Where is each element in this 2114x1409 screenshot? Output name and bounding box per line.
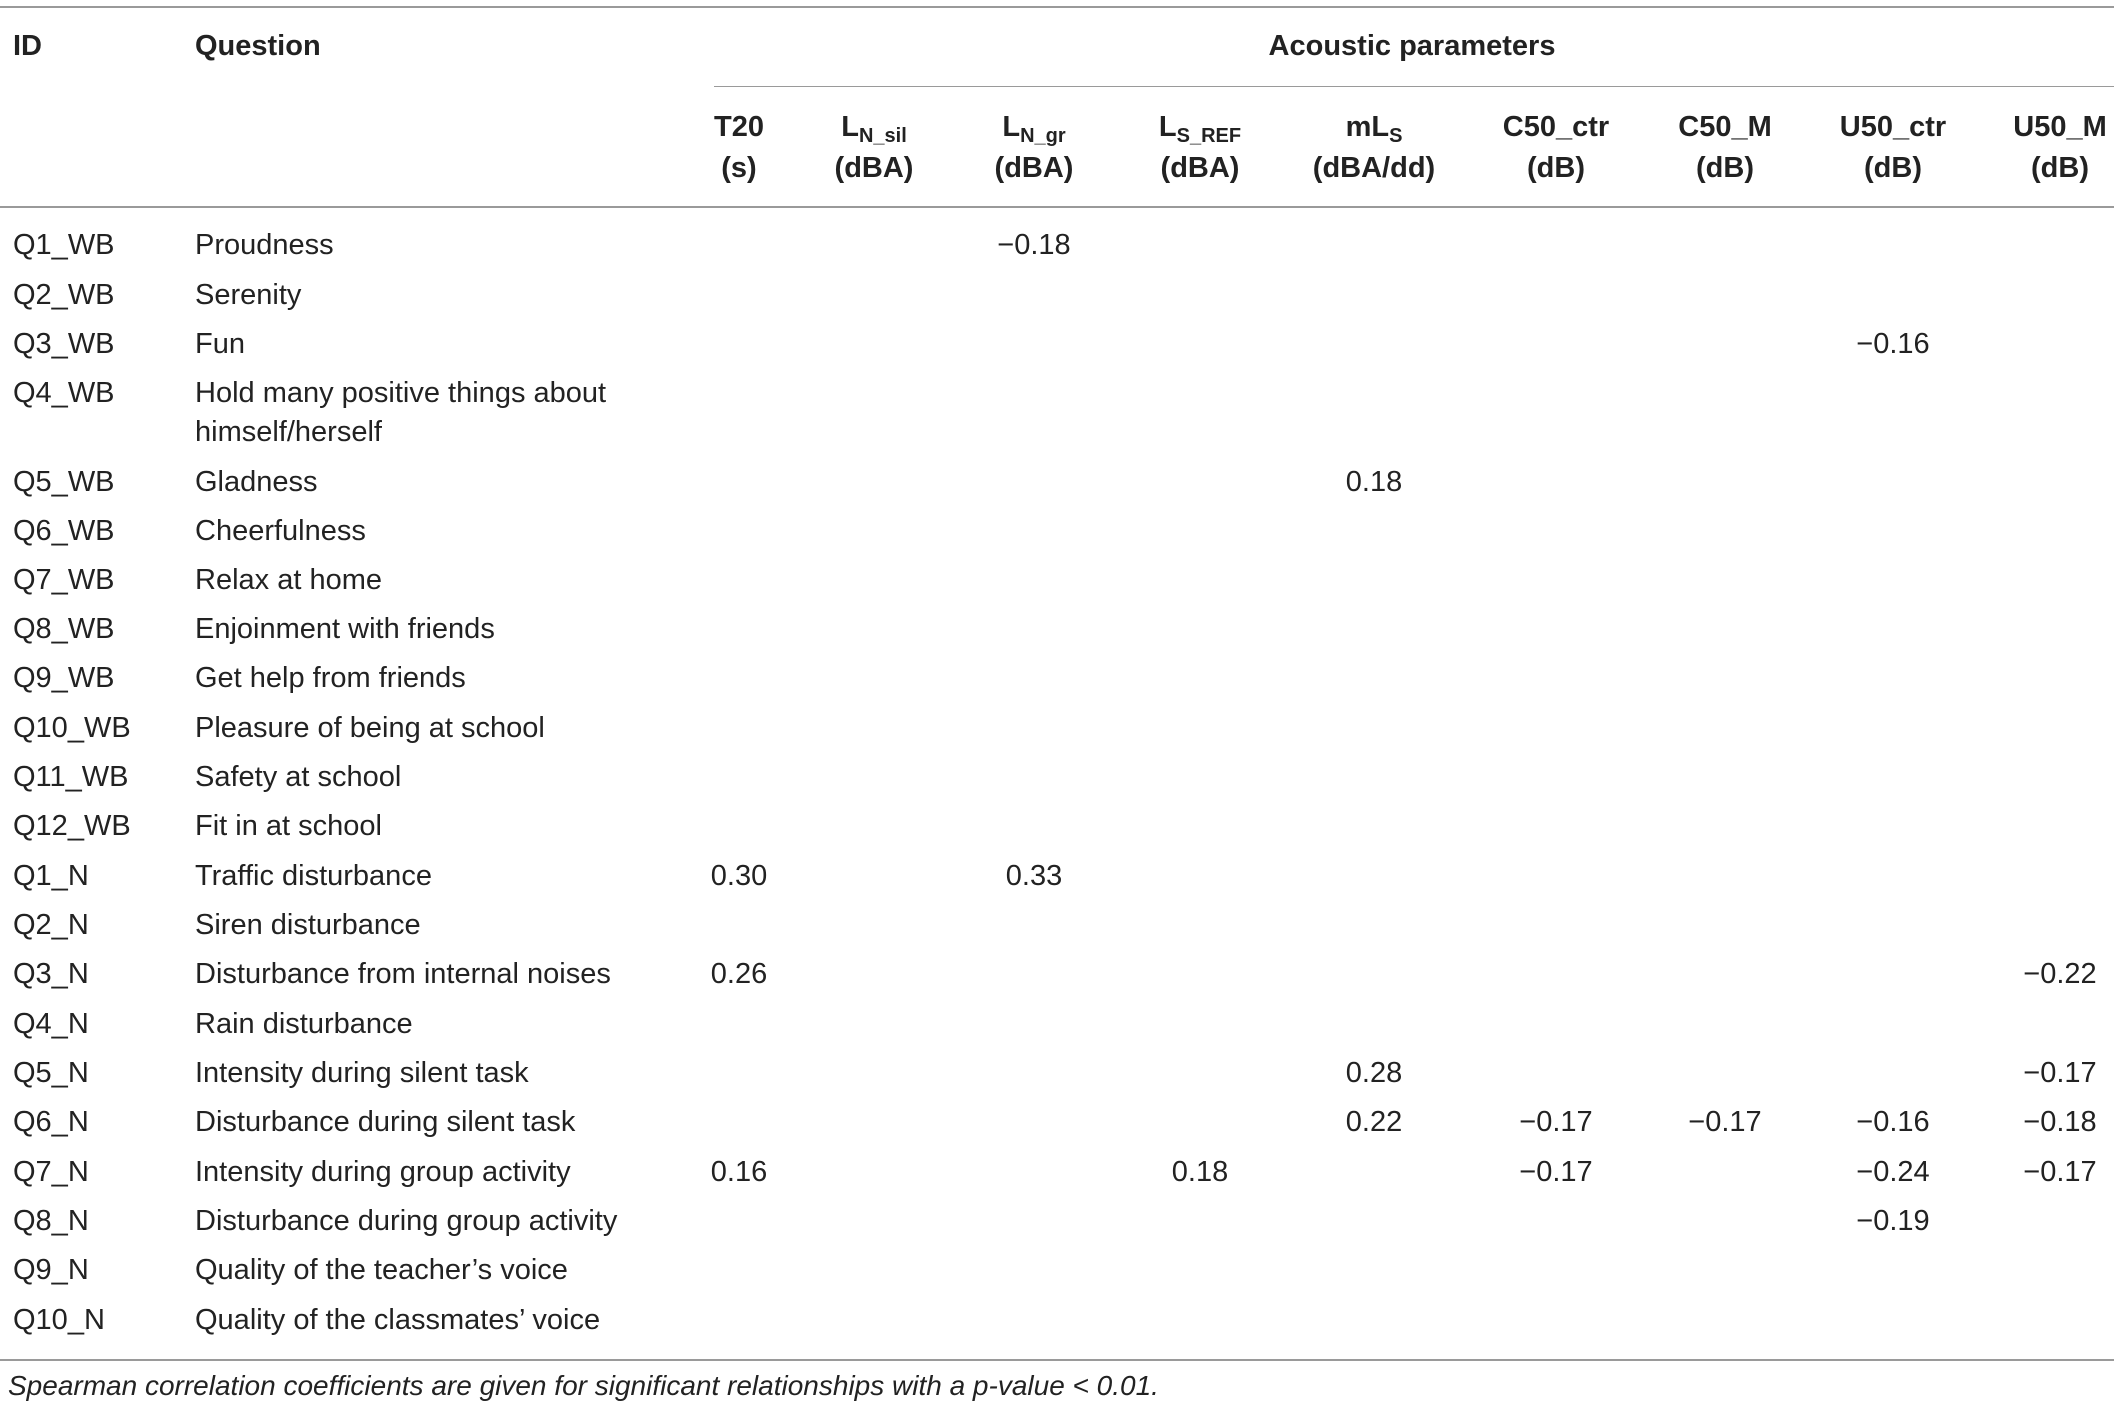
row-id: Q9_N [13,1254,89,1286]
column-header-subscript: S [1389,125,1403,147]
row-id: Q12_WB [13,810,131,842]
row-question: Gladness [195,466,318,498]
correlation-value: 0.22 [1345,1106,1403,1138]
column-header-main: L [1158,111,1177,143]
column-header [1346,108,1403,150]
column-header-subscript: S_REF [1176,125,1242,147]
header-bottom-rule [0,206,2114,208]
correlation-value: 0.18 [1171,1156,1229,1188]
row-id: Q11_WB [13,761,129,793]
correlation-value: 0.33 [1005,860,1063,892]
correlation-value: 0.16 [710,1156,768,1188]
acoustic-parameters-header: Acoustic parameters [1268,30,1556,62]
row-id: Q4_N [13,1008,89,1040]
correlation-value: −0.18 [2023,1106,2097,1138]
column-header-main: U50_M [2013,111,2107,143]
row-id: Q8_WB [13,613,115,645]
column-header-unit: (dB) [1864,152,1922,184]
row-question: Get help from friends [195,662,466,694]
column-header-main: L [841,111,859,143]
correlation-value: −0.24 [1856,1156,1930,1188]
row-question: himself/herself [195,416,382,448]
row-id: Q8_N [13,1205,89,1237]
column-header [1840,108,1946,150]
column-header-subscript: N_gr [1020,125,1066,147]
row-question: Fun [195,328,245,360]
row-id: Q4_WB [13,377,115,409]
column-header-unit: (dB) [1527,152,1585,184]
row-id: Q10_WB [13,712,131,744]
row-id: Q2_WB [13,279,115,311]
column-header-main: mL [1345,111,1390,143]
column-header-subscript: N_sil [858,125,907,147]
column-header [1159,108,1241,150]
column-header [1678,108,1772,150]
column-header-unit: (dB) [1696,152,1754,184]
question-header: Question [195,30,321,62]
row-question: Disturbance during silent task [195,1106,576,1138]
row-question: Quality of the classmates’ voice [195,1304,601,1336]
row-id: Q6_N [13,1106,89,1138]
table-footnote: Spearman correlation coefficients are given for significant relationships with a p-value < 0.01. [8,1370,1159,1401]
correlation-value: 0.18 [1345,466,1403,498]
row-question: Disturbance from internal noises [195,958,611,990]
row-question: Traffic disturbance [195,860,432,892]
correlation-value: −0.17 [2023,1057,2097,1089]
correlation-value: −0.17 [2023,1156,2097,1188]
column-header-unit: (dBA) [994,152,1074,184]
row-id: Q9_WB [13,662,115,694]
row-question: Quality of the teacher’s voice [195,1254,568,1286]
column-header-main: L [1002,111,1021,143]
row-question: Proudness [195,229,334,261]
column-header-main: C50_ctr [1502,111,1610,143]
column-header-unit: (dBA/dd) [1312,152,1436,184]
row-question: Fit in at school [195,810,382,842]
row-question: Relax at home [195,564,382,596]
correlation-value: −0.17 [1519,1156,1593,1188]
top-rule [0,6,2114,8]
row-question: Disturbance during group activity [195,1205,618,1237]
row-question: Pleasure of being at school [195,712,545,744]
correlation-value: −0.17 [1519,1106,1593,1138]
row-question: Enjoinment with friends [195,613,495,645]
table-bottom-rule [0,1359,2114,1361]
row-id: Q7_WB [13,564,115,596]
row-id: Q1_N [13,860,89,892]
row-id: Q7_N [13,1156,89,1188]
correlation-value: 0.26 [710,958,768,990]
correlation-value: −0.22 [2023,958,2097,990]
correlation-value: −0.17 [1688,1106,1762,1138]
column-header [841,108,907,150]
column-header-unit: (dBA) [834,152,914,184]
column-header-main: C50_M [1678,111,1772,143]
column-header [714,108,764,150]
row-id: Q3_WB [13,328,115,360]
column-header [2013,108,2107,150]
column-header-main: T20 [714,111,764,143]
row-id: Q3_N [13,958,89,990]
correlation-value: −0.16 [1856,328,1930,360]
correlation-value: 0.30 [710,860,768,892]
correlation-value: −0.18 [997,229,1071,261]
column-header-unit: (dBA) [1160,152,1240,184]
row-question: Serenity [195,279,302,311]
correlation-value: −0.19 [1856,1205,1930,1237]
correlation-value: −0.16 [1856,1106,1930,1138]
row-question: Safety at school [195,761,402,793]
column-header-unit: (s) [721,152,757,184]
row-question: Intensity during group activity [195,1156,571,1188]
row-id: Q2_N [13,909,89,941]
row-id: Q1_WB [13,229,115,261]
row-question: Siren disturbance [195,909,421,941]
row-question: Hold many positive things about [195,377,607,409]
id-header: ID [13,30,42,62]
row-question: Intensity during silent task [195,1057,529,1089]
row-id: Q5_WB [13,466,115,498]
row-id: Q5_N [13,1057,89,1089]
column-header [1503,108,1609,150]
row-question: Cheerfulness [195,515,366,547]
row-question: Rain disturbance [195,1008,413,1040]
column-header-main: U50_ctr [1839,111,1947,143]
row-id: Q6_WB [13,515,115,547]
row-id: Q10_N [13,1304,105,1336]
correlation-value: 0.28 [1345,1057,1403,1089]
group-header-rule [714,86,2114,87]
column-header [1002,108,1065,150]
column-header-unit: (dB) [2031,152,2089,184]
